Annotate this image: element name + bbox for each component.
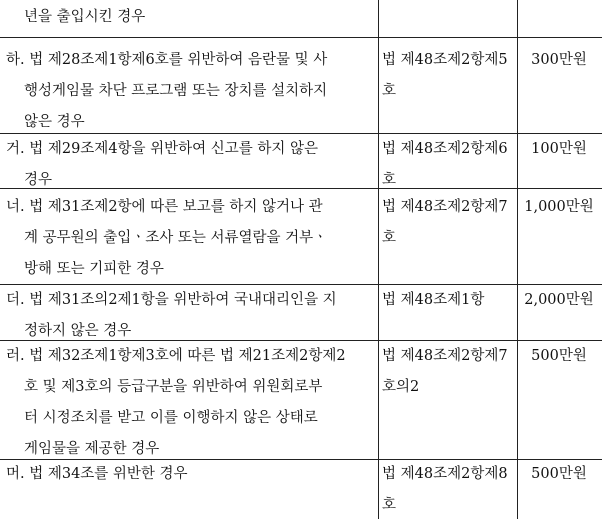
table-row-geo-fine: 100만원 <box>531 141 587 157</box>
desc-line: 하. 법 제28조제1항제6호를 위반하여 음란물 및 사 <box>6 52 328 68</box>
law-line: 법 제48조제2항제7 <box>382 199 508 215</box>
table-row-ha-description <box>6 45 378 138</box>
law-line: 법 제48조제2항제6 <box>382 141 508 157</box>
table-row-deo-fine: 2,000만원 <box>524 292 594 308</box>
law-line: 법 제48조제2항제7 <box>382 348 508 364</box>
law-line: 호 <box>382 83 397 99</box>
desc-line: 년을 출입시킨 경우 <box>24 9 146 25</box>
law-line: 호 <box>382 230 397 246</box>
law-line: 법 제48조제2항제5 <box>382 52 508 68</box>
table-row-meo-fine: 500만원 <box>531 466 587 482</box>
law-line: 법 제48조제1항 <box>382 292 485 308</box>
desc-line: 계 공무원의 출입ㆍ조사 또는 서류열람을 거부ㆍ <box>24 230 328 246</box>
law-line: 호의2 <box>382 379 420 395</box>
desc-line: 너. 법 제31조제2항에 따른 보고를 하지 않거나 관 <box>6 199 323 215</box>
table-row-neo-fine: 1,000만원 <box>524 199 594 215</box>
desc-line: 머. 법 제34조를 위반한 경우 <box>6 466 188 482</box>
table-row-deo-description <box>6 285 378 347</box>
desc-line: 방해 또는 기피한 경우 <box>24 261 164 277</box>
table-row-reo-fine: 500만원 <box>531 348 587 364</box>
table-row-reo-description <box>6 341 378 465</box>
table-row-deo-law <box>382 285 517 316</box>
desc-line: 터 시정조치를 받고 이를 이행하지 않은 상태로 <box>24 410 318 426</box>
desc-line: 러. 법 제32조제1항제3호에 따른 법 제21조제2항제2 <box>6 348 346 364</box>
row-divider <box>0 37 602 38</box>
desc-line: 호 및 제3호의 등급구분을 위반하여 위원회로부 <box>24 379 323 395</box>
table-row-neo-description <box>6 192 378 285</box>
table-row-geo-law <box>382 134 517 196</box>
law-line: 호 <box>382 172 397 188</box>
desc-line: 더. 법 제31조의2제1항을 위반하여 국내대리인을 지 <box>6 292 337 308</box>
desc-line: 않은 경우 <box>24 114 85 130</box>
law-line: 호 <box>382 497 397 513</box>
table-row-ha-fine: 300만원 <box>531 52 587 68</box>
desc-line: 게임물을 제공한 경우 <box>24 441 160 457</box>
table-row-ha-law <box>382 45 517 107</box>
desc-line: 거. 법 제29조제4항을 위반하여 신고를 하지 않은 <box>6 141 319 157</box>
law-line: 법 제48조제2항제8 <box>382 466 508 482</box>
desc-line: 경우 <box>24 172 53 188</box>
table-row-geo-description <box>6 134 378 196</box>
table-row-meo-description <box>6 459 378 490</box>
continuation-text <box>6 2 378 33</box>
table-row-reo-law <box>382 341 517 403</box>
column-divider-left <box>378 0 379 519</box>
desc-line: 행성게임물 차단 프로그램 또는 장치를 설치하지 <box>24 83 328 99</box>
column-divider-right <box>517 0 518 519</box>
desc-line: 정하지 않은 경우 <box>24 323 132 339</box>
table-row-meo-law <box>382 459 517 521</box>
table-row-neo-law <box>382 192 517 254</box>
